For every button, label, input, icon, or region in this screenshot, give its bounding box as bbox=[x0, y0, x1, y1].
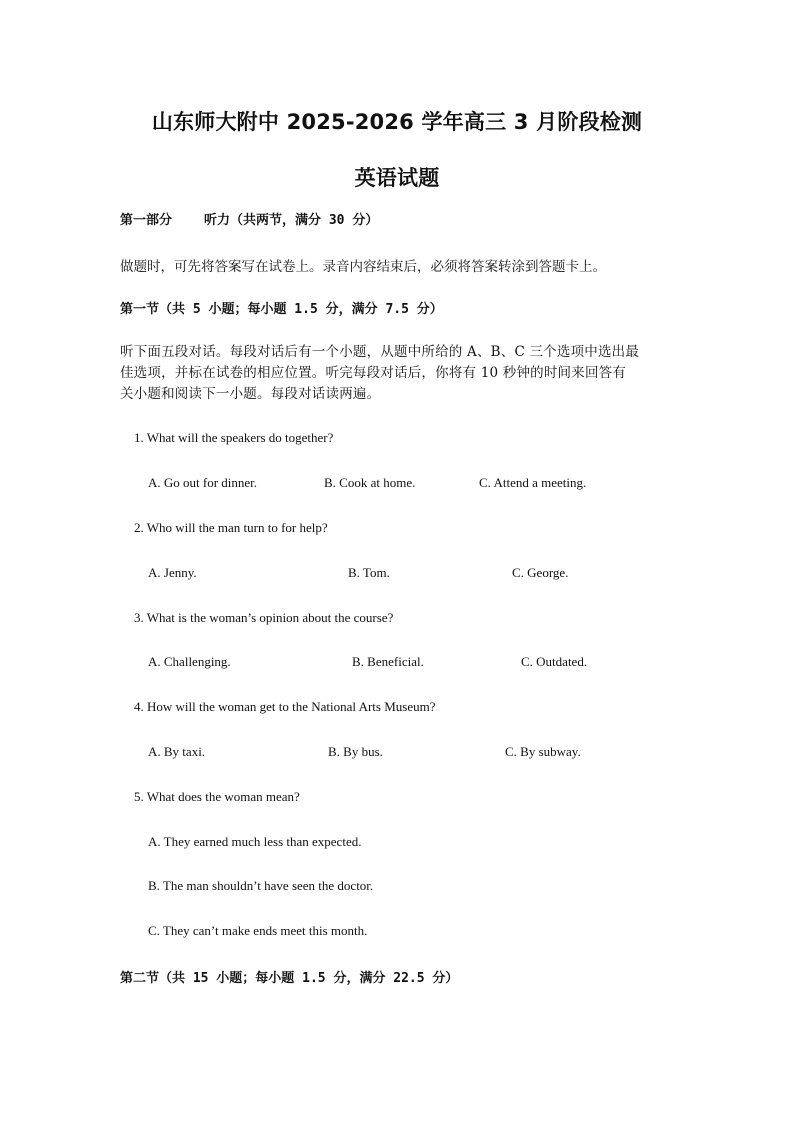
question-2-option-c: C. George. bbox=[512, 565, 569, 580]
instruction-line: 听下面五段对话。每段对话后有一个小题，从题中所给的 A、B、C 三个选项中选出最 bbox=[120, 344, 640, 360]
question-5-stem: 5. What does the woman mean? bbox=[134, 789, 300, 804]
question-5-option-c: C. They can’t make ends meet this month. bbox=[148, 923, 368, 938]
instruction-line: 佳选项，并标在试卷的相应位置。听完每段对话后，你将有 10 秒钟的时间来回答有 bbox=[120, 365, 627, 381]
question-4-option-b: B. By bus. bbox=[328, 744, 383, 759]
question-2-option-b: B. Tom. bbox=[348, 565, 390, 580]
part1-instruction: 做题时，可先将答案写在试卷上。录音内容结束后，必须将答案转涂到答题卡上。 bbox=[120, 259, 606, 275]
question-1-stem: 1. What will the speakers do together? bbox=[134, 430, 334, 445]
question-1-option-b: B. Cook at home. bbox=[324, 475, 416, 490]
section1-heading: 第一节（共 5 小题；每小题 1.5 分，满分 7.5 分） bbox=[120, 302, 443, 317]
part1-label: 第一部分 bbox=[120, 213, 173, 228]
part1-heading: 听力（共两节，满分 30 分） bbox=[204, 213, 379, 228]
question-3-option-a: A. Challenging. bbox=[148, 654, 231, 669]
question-4-stem: 4. How will the woman get to the National Arts Museum? bbox=[134, 699, 436, 714]
question-2-stem: 2. Who will the man turn to for help? bbox=[134, 520, 328, 535]
question-2-option-a: A. Jenny. bbox=[148, 565, 197, 580]
section1-instruction bbox=[120, 342, 680, 405]
question-3-stem: 3. What is the woman’s opinion about the course? bbox=[134, 610, 394, 625]
question-4-option-a: A. By taxi. bbox=[148, 744, 206, 759]
question-1-option-a: A. Go out for dinner. bbox=[148, 475, 258, 490]
instruction-line: 关小题和阅读下一小题。每段对话读两遍。 bbox=[120, 386, 381, 402]
question-4-option-c: C. By subway. bbox=[505, 744, 581, 759]
question-5-option-a: A. They earned much less than expected. bbox=[148, 834, 362, 849]
part1-heading-row bbox=[120, 209, 378, 228]
question-3-option-b: B. Beneficial. bbox=[352, 654, 424, 669]
question-5-option-b: B. The man shouldn’t have seen the doctor. bbox=[148, 878, 374, 893]
section2-heading: 第二节（共 15 小题；每小题 1.5 分，满分 22.5 分） bbox=[120, 971, 459, 986]
exam-subtitle: 英语试题 bbox=[354, 166, 440, 190]
question-1-option-c: C. Attend a meeting. bbox=[479, 475, 587, 490]
question-3-option-c: C. Outdated. bbox=[521, 654, 588, 669]
exam-title: 山东师大附中 2025-2026 学年高三 3 月阶段检测 bbox=[151, 110, 643, 134]
